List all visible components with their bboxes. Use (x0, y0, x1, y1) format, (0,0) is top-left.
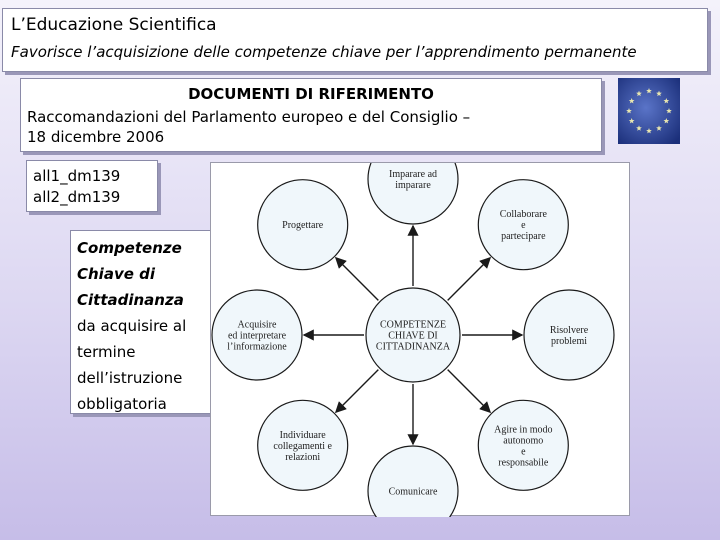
diagram-node-label: Agire in modo (494, 424, 553, 436)
diagram-center-label: CHIAVE DI (388, 330, 438, 342)
diagram-center-label: COMPETENZE (379, 319, 447, 331)
diagram-node-label: Risolvere (549, 325, 589, 336)
diagram-node-label: ed interpretare (227, 330, 287, 342)
diagram-node-label: Individuare (279, 429, 326, 441)
competences-description-line: da acquisire al (77, 317, 187, 335)
references-line-1: Raccomandazioni del Parlamento europeo e del Consiglio – (27, 108, 471, 126)
diagram-node-label: problemi (550, 336, 588, 347)
diagram-arrow (448, 370, 490, 412)
diagram-node-label: l’informazione (227, 341, 287, 353)
diagram-node-label: autonomo (503, 435, 544, 447)
diagram-center-label: CITTADINANZA (375, 341, 451, 353)
references-line-2: 18 dicembre 2006 (27, 128, 165, 146)
diagram-node-label: imparare (395, 180, 431, 191)
header-panel (2, 8, 708, 72)
competences-title-line: Chiave di (77, 265, 156, 283)
competences-note (70, 230, 218, 414)
diagram-node-label: Comunicare (388, 486, 438, 498)
annex-links (26, 160, 158, 212)
competences-title-line: Cittadinanza (77, 291, 184, 309)
annex-link-2[interactable]: all2_dm139 (33, 188, 121, 206)
page-subtitle: Favorisce l’acquisizione delle competenze chiave per l’apprendimento permanente (11, 43, 637, 61)
diagram-arrow (448, 258, 490, 300)
references-text (27, 107, 567, 147)
diagram-node-label: Collaborare (499, 209, 547, 221)
references-panel (20, 78, 602, 152)
competences-title (77, 235, 186, 313)
diagram-node (368, 446, 458, 517)
diagram-node-label: responsabile (498, 457, 549, 469)
annex-link-1[interactable]: all1_dm139 (33, 167, 121, 185)
diagram-node-label: Progettare (282, 220, 324, 232)
diagram-node-label: partecipare (501, 231, 546, 243)
diagram-arrow (336, 370, 378, 412)
competences-diagram (210, 162, 630, 516)
competences-description-line: dell’istruzione (77, 369, 183, 387)
diagram-node-label: collegamenti e (273, 440, 332, 452)
references-heading: DOCUMENTI DI RIFERIMENTO (188, 85, 434, 103)
diagram-node-label: relazioni (285, 451, 321, 463)
diagram-node-label: Imparare ad (388, 169, 438, 180)
competences-title-line: Competenze (77, 239, 182, 257)
competences-description-line: obbligatoria (77, 395, 167, 413)
page-title: L’Educazione Scientifica (11, 15, 217, 35)
competences-diagram-svg (211, 163, 631, 517)
diagram-arrow (336, 258, 378, 300)
diagram-node-label: Acquisire (237, 319, 277, 331)
competences-description-line: termine (77, 343, 136, 361)
competences-description (77, 313, 186, 417)
diagram-node-label: e (521, 220, 526, 232)
eu-flag-icon (618, 78, 680, 144)
diagram-node-label: e (521, 446, 526, 458)
